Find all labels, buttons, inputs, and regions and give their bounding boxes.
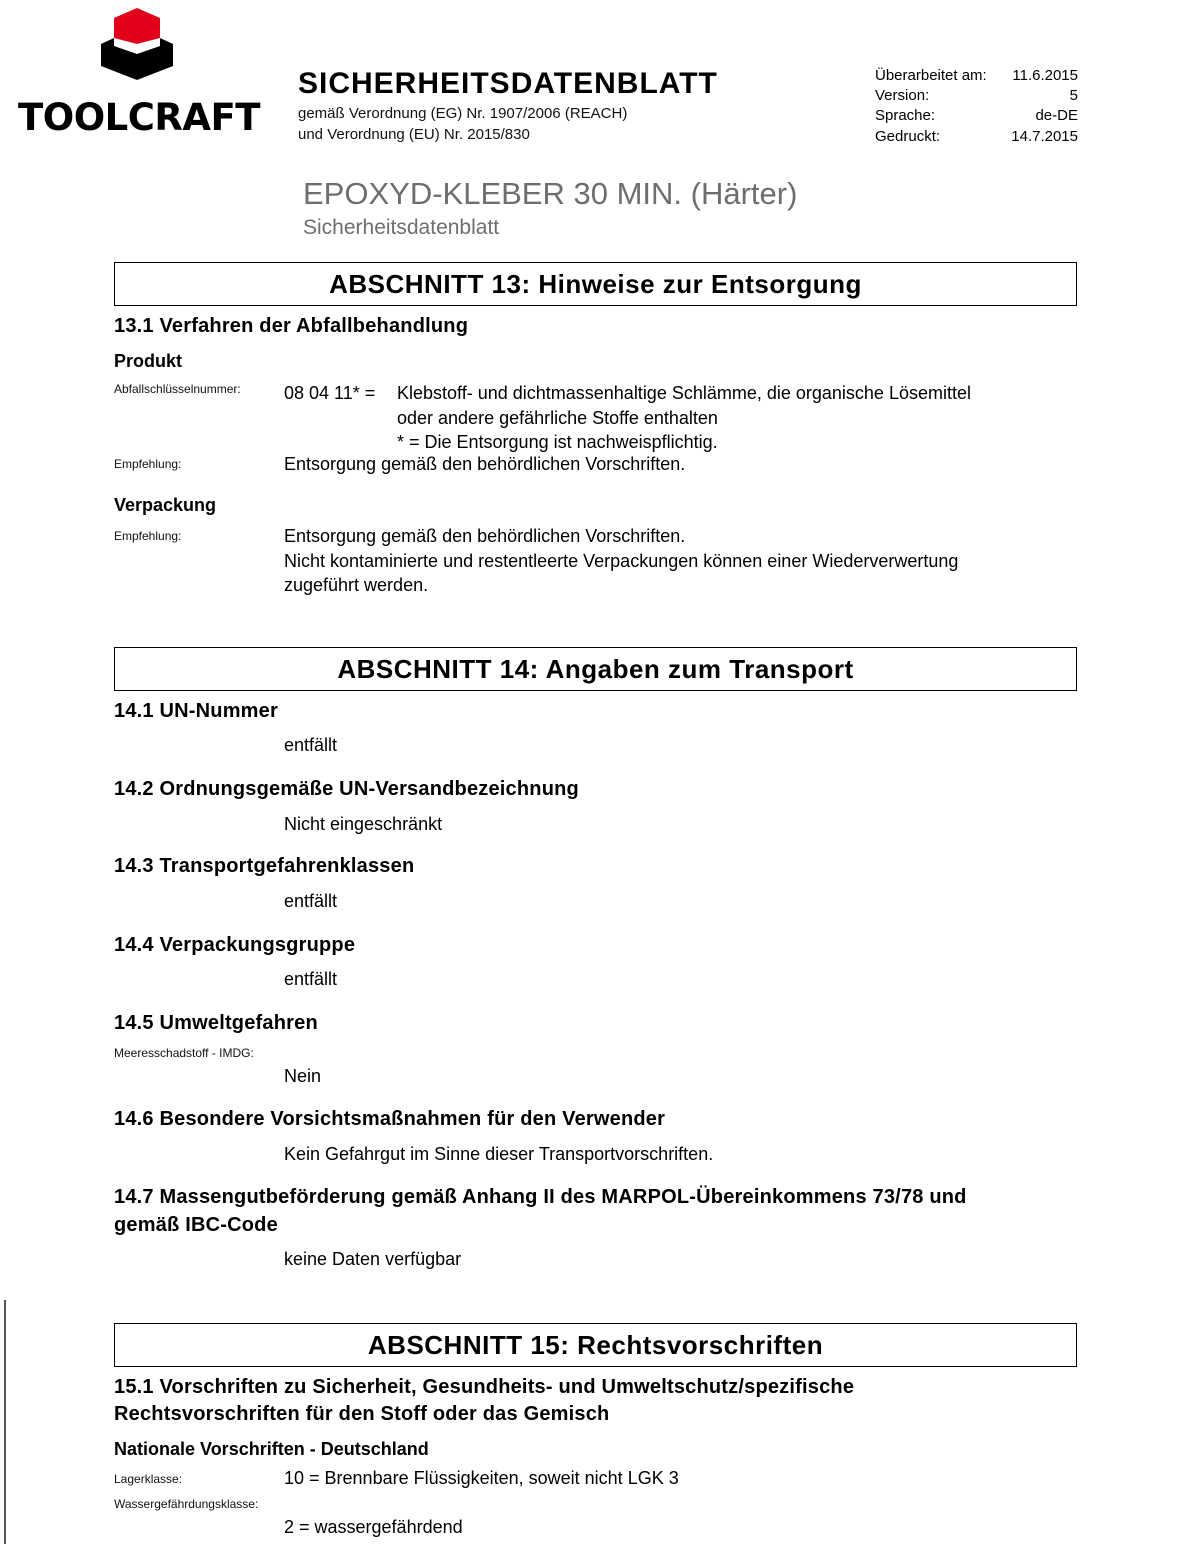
meta-label-language: Sprache: [875, 107, 936, 124]
waste-code-label: Abfallschlüsselnummer: [114, 382, 241, 396]
value-14-4: entfällt [284, 969, 338, 989]
heading-14-2: 14.2 Ordnungsgemäße UN-Versandbezeichnung [114, 778, 579, 800]
section-13-header: ABSCHNITT 13: Hinweise zur Entsorgung [114, 262, 1077, 306]
waste-description-line: * = Die Entsorgung ist nachweispflichtig. [397, 432, 718, 452]
section-15-header: ABSCHNITT 15: Rechtsvorschriften [114, 1323, 1077, 1367]
meta-value-printed: 14.7.2015 [1011, 128, 1078, 145]
value-14-7: keine Daten verfügbar [284, 1249, 462, 1269]
heading-14-6: 14.6 Besondere Vorsichtsmaßnahmen für den Verwender [114, 1108, 666, 1130]
document-title: SICHERHEITSDATENBLATT [298, 67, 718, 100]
value-14-6: Kein Gefahrgut im Sinne dieser Transportvorschriften. [284, 1144, 714, 1164]
heading-14-4: 14.4 Verpackungsgruppe [114, 934, 356, 956]
value-14-5: Nein [284, 1066, 322, 1086]
storage-class-value: 10 = Brennbare Flüssigkeiten, soweit nicht LGK 3 [284, 1468, 679, 1488]
heading-produkt: Produkt [114, 351, 183, 371]
heading-14-1: 14.1 UN-Nummer [114, 700, 278, 722]
recommendation-label: Empfehlung: [114, 457, 182, 471]
meta-label-printed: Gedruckt: [875, 128, 941, 145]
heading-14-5: 14.5 Umweltgefahren [114, 1012, 318, 1034]
packaging-recommendation-line: Entsorgung gemäß den behördlichen Vorschriften. [284, 526, 686, 546]
heading-verpackung: Verpackung [114, 495, 217, 515]
meta-label-revised: Überarbeitet am: [875, 67, 987, 84]
water-hazard-class-label: Wassergefährdungsklasse: [114, 1497, 259, 1511]
meta-label-version: Version: [875, 87, 930, 104]
regulation-line-1: gemäß Verordnung (EG) Nr. 1907/2006 (REACH) [298, 105, 628, 122]
packaging-recommendation-line: Nicht kontaminierte und restentleerte Verpackungen können einer Wiederverwertung [284, 550, 959, 571]
heading-15-1-line: Rechtsvorschriften für den Stoff oder das Gemisch [114, 1403, 610, 1425]
packaging-recommendation-value [284, 524, 958, 598]
meta-value-version: 5 [1069, 87, 1078, 104]
heading-13-1: 13.1 Verfahren der Abfallbehandlung [114, 315, 469, 337]
heading-14-7-line: gemäß IBC-Code [114, 1214, 278, 1236]
heading-15-1-line: 15.1 Vorschriften zu Sicherheit, Gesundheits- und Umweltschutz/spezifische [114, 1376, 855, 1398]
section-14-header: ABSCHNITT 14: Angaben zum Transport [114, 647, 1077, 691]
heading-14-7-line: 14.7 Massengutbeförderung gemäß Anhang II des MARPOL-Übereinkommens 73/78 und [114, 1186, 967, 1208]
product-subtitle: Sicherheitsdatenblatt [303, 216, 500, 239]
packaging-recommendation-line: zugeführt werden. [284, 575, 429, 595]
product-name: EPOXYD-KLEBER 30 MIN. (Härter) [303, 176, 798, 211]
left-margin-rule [4, 1300, 6, 1544]
heading-national-regulations: Nationale Vorschriften - Deutschland [114, 1439, 429, 1459]
waste-code-value: 08 04 11* = [284, 383, 376, 403]
waste-description-line: oder andere gefährliche Stoffe enthalten [397, 407, 718, 428]
waste-description-line: Klebstoff- und dichtmassenhaltige Schlämme, die organische Lösemittel [397, 383, 971, 403]
heading-15-1 [114, 1374, 854, 1428]
value-14-2: Nicht eingeschränkt [284, 814, 443, 834]
packaging-recommendation-label: Empfehlung: [114, 529, 182, 543]
heading-14-7 [114, 1183, 967, 1239]
toolcraft-logo-icon [98, 8, 176, 80]
brand-logo-text: TOOLCRAFT [18, 96, 261, 139]
meta-value-language: de-DE [1035, 107, 1078, 124]
meta-value-revised: 11.6.2015 [1012, 67, 1078, 84]
value-14-1: entfällt [284, 735, 338, 755]
regulation-line-2: und Verordnung (EU) Nr. 2015/830 [298, 126, 530, 143]
recommendation-value: Entsorgung gemäß den behördlichen Vorschriften. [284, 454, 686, 474]
heading-14-3: 14.3 Transportgefahrenklassen [114, 855, 415, 877]
marine-pollutant-label: Meeresschadstoff - IMDG: [114, 1046, 254, 1060]
value-14-3: entfällt [284, 891, 338, 911]
storage-class-label: Lagerklasse: [114, 1472, 183, 1486]
water-hazard-class-value: 2 = wassergefährdend [284, 1517, 463, 1537]
waste-description [397, 381, 1057, 455]
